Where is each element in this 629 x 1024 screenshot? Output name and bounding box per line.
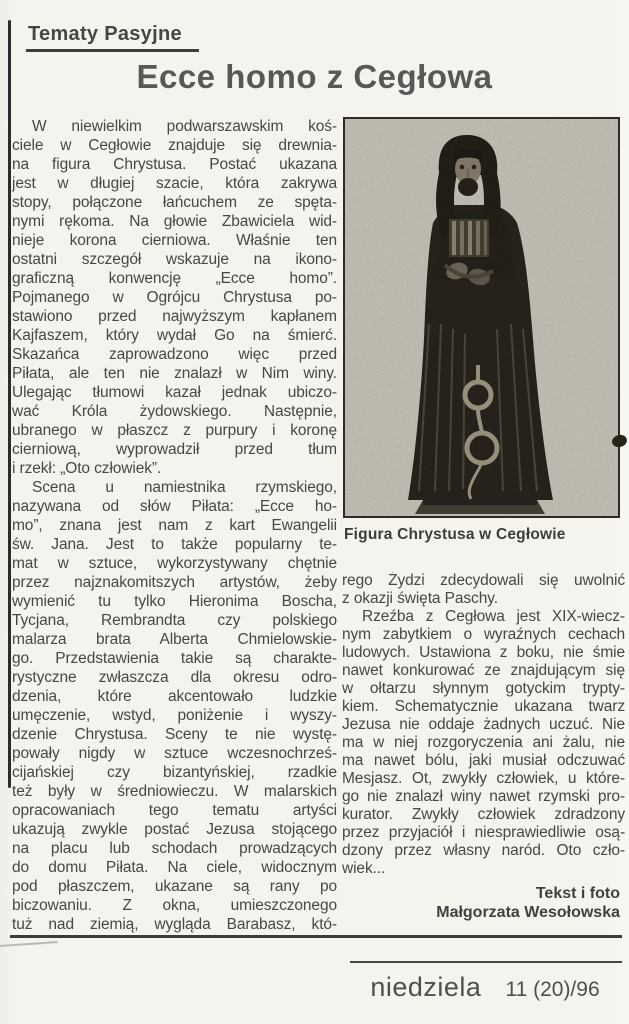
- text-line: przez przyjaciół i niesprawiedliwie osą-: [342, 824, 625, 841]
- text-line: tuż nad ziemią, wygląda Barabasz, któ-: [12, 916, 337, 933]
- text-line: Ulegając tłumowi kazał jednak ubiczo-: [12, 384, 337, 401]
- footer: [348, 972, 622, 1003]
- text-line: wiek...: [342, 860, 386, 877]
- byline-author: Małgorzata Wesołowska: [436, 904, 620, 921]
- text-line: powały nigdy w sztuce wczesnochrześ-: [12, 745, 337, 762]
- text-line: rystyczne zwłaszcza dla okresu odro-: [12, 669, 337, 686]
- text-line: Kajfaszem, który wydał Go na śmierć.: [12, 327, 337, 344]
- footer-rule: [350, 961, 622, 963]
- left-margin-rule: [8, 20, 11, 788]
- text-line: mat w sztuce, wykorzystywany chętnie: [12, 555, 337, 572]
- paragraph: [342, 608, 625, 878]
- section-label-underline: [26, 49, 199, 52]
- text-line: opracowaniach tego tematu artyści: [12, 802, 337, 819]
- text-line: kurator. Zwykły człowiek zdradzony: [342, 806, 625, 823]
- text-line: biczowaniu. Z okna, umieszczonego: [12, 897, 337, 914]
- christ-statue-photo: [343, 117, 620, 518]
- text-line: ubranego w płaszcz z purpury i koronę: [12, 422, 337, 439]
- magazine-name: niedziela: [370, 972, 482, 1002]
- text-line: Mesjasz. Ot, zwykły człowiek, u które-: [342, 770, 625, 787]
- text-line: umęczenie, wstyd, poniżenie i wyszy-: [12, 707, 337, 724]
- paragraph: [12, 478, 337, 934]
- text-line: graficzną konwencję „Ecce homo”.: [12, 270, 337, 287]
- text-line: mo”, znana jest nam z kart Ewangelii: [12, 517, 337, 534]
- text-line: ciele w Cegłowie znajduje się drewnia-: [12, 137, 337, 154]
- paragraph: [12, 117, 337, 478]
- text-line: nawet konkurować ze znajdującym się: [342, 662, 625, 679]
- text-line: na figura Chrystusa. Postać ukazana: [12, 156, 337, 173]
- text-line: na placu lub schodach prowadzących: [12, 840, 337, 857]
- text-line: też były w średniowieczu. W malarskich: [12, 783, 337, 800]
- text-line: pod płaszczem, ukazane są rany po: [12, 878, 337, 895]
- text-line: go nie znalazł winy nawet rzymski pro-: [342, 788, 625, 805]
- text-line: Skazańca zaprowadzono więc przed: [12, 346, 337, 363]
- text-line: malarza brata Alberta Chmielowskie-: [12, 631, 337, 648]
- text-line: ukazują zwykle postać Jezusa stojącego: [12, 821, 337, 838]
- text-line: Pojmanego w Ogrójcu Chrystusa po-: [12, 289, 337, 306]
- text-line: wać Króla żydowskiego. Następnie,: [12, 403, 337, 420]
- text-line: nym zabytkiem o wyraźnych cechach: [342, 626, 625, 643]
- text-line: kiem. Schematycznie ukazana twarz: [342, 698, 625, 715]
- text-line: przez najznakomitszych artystów, żeby: [12, 574, 337, 591]
- paragraph: [342, 572, 625, 608]
- text-line: Scena u namiestnika rzymskiego,: [32, 479, 337, 496]
- text-line: w ołtarzu słynnym gotyckim trypty-: [342, 680, 625, 697]
- text-line: cijańskiej czy bizantyńskiej, rzadkie: [12, 764, 337, 781]
- text-line: jest w długiej szacie, która zakrywa: [12, 175, 337, 192]
- text-line: ostatni szczegół wskazuje na ikono-: [12, 251, 337, 268]
- photo-caption: Figura Chrystusa w Cegłowie: [344, 526, 566, 543]
- article-title: Ecce homo z Cegłowa: [136, 58, 493, 95]
- text-line: nieje korona cierniowa. Właśnie ten: [12, 232, 337, 249]
- article-right-column: [342, 572, 625, 878]
- halftone-grain: [345, 119, 618, 516]
- text-line: św. Jana. Jest to także popularny te-: [12, 536, 337, 553]
- text-line: dzony przez własny naród. Oto czło-: [342, 842, 625, 859]
- text-line: W niewielkim podwarszawskim koś-: [32, 118, 337, 135]
- text-line: ma w niej rozgoryczenia ani żalu, nie: [342, 734, 625, 751]
- article-bottom-rule: [10, 935, 622, 938]
- scan-edge-artifact: [0, 941, 58, 957]
- text-line: dzenia, które akcentowało ludzkie: [12, 688, 337, 705]
- text-line: stopy, połączone łańcuchem ze spęta-: [12, 194, 337, 211]
- text-line: ludowych. Ustawiona z boku, nie śmie: [342, 644, 625, 661]
- statue-illustration: [345, 119, 618, 516]
- text-line: nymi rękoma. Na głowie Zbawiciela wid-: [12, 213, 337, 230]
- text-line: i rzekł: „Oto człowiek”.: [12, 460, 162, 477]
- article-left-column: [12, 117, 337, 934]
- text-line: dzenie Chrystusa. Sceny te nie wystę-: [12, 726, 337, 743]
- text-line: cierniową, wyprowadził przed tłum: [12, 441, 337, 458]
- byline: [342, 884, 620, 922]
- byline-role: Tekst i foto: [535, 885, 620, 902]
- text-line: nazywana od słów Piłata: „Ecce ho-: [12, 498, 337, 515]
- text-line: rego Żydzi zdecydowali się uwolnić: [342, 572, 625, 589]
- text-line: Tycjana, Rembrandta czy polskiego: [12, 612, 337, 629]
- text-line: ma nawet bólu, jaki musiał odczuwać: [342, 752, 625, 769]
- text-line: Jezusa nie oddaje żadnych uczuć. Nie: [342, 716, 625, 733]
- text-line: go. Przedstawienia takie są charakte-: [12, 650, 337, 667]
- text-line: wymienić tu tylko Hieronima Boscha,: [12, 593, 337, 610]
- text-line: stawiono przed najwyższym kapłanem: [12, 308, 337, 325]
- issue-number: 11 (20)/96: [505, 978, 600, 1001]
- text-line: Piłata, ale ten nie znalazł w Nim winy.: [12, 365, 337, 382]
- text-line: do domu Piłata. Na ciele, widocznym: [12, 859, 337, 876]
- text-line: z okazji święta Paschy.: [342, 590, 498, 607]
- section-label: Tematy Pasyjne: [28, 23, 182, 45]
- text-line: Rzeźba z Cegłowa jest XIX-wiecz-: [362, 608, 625, 625]
